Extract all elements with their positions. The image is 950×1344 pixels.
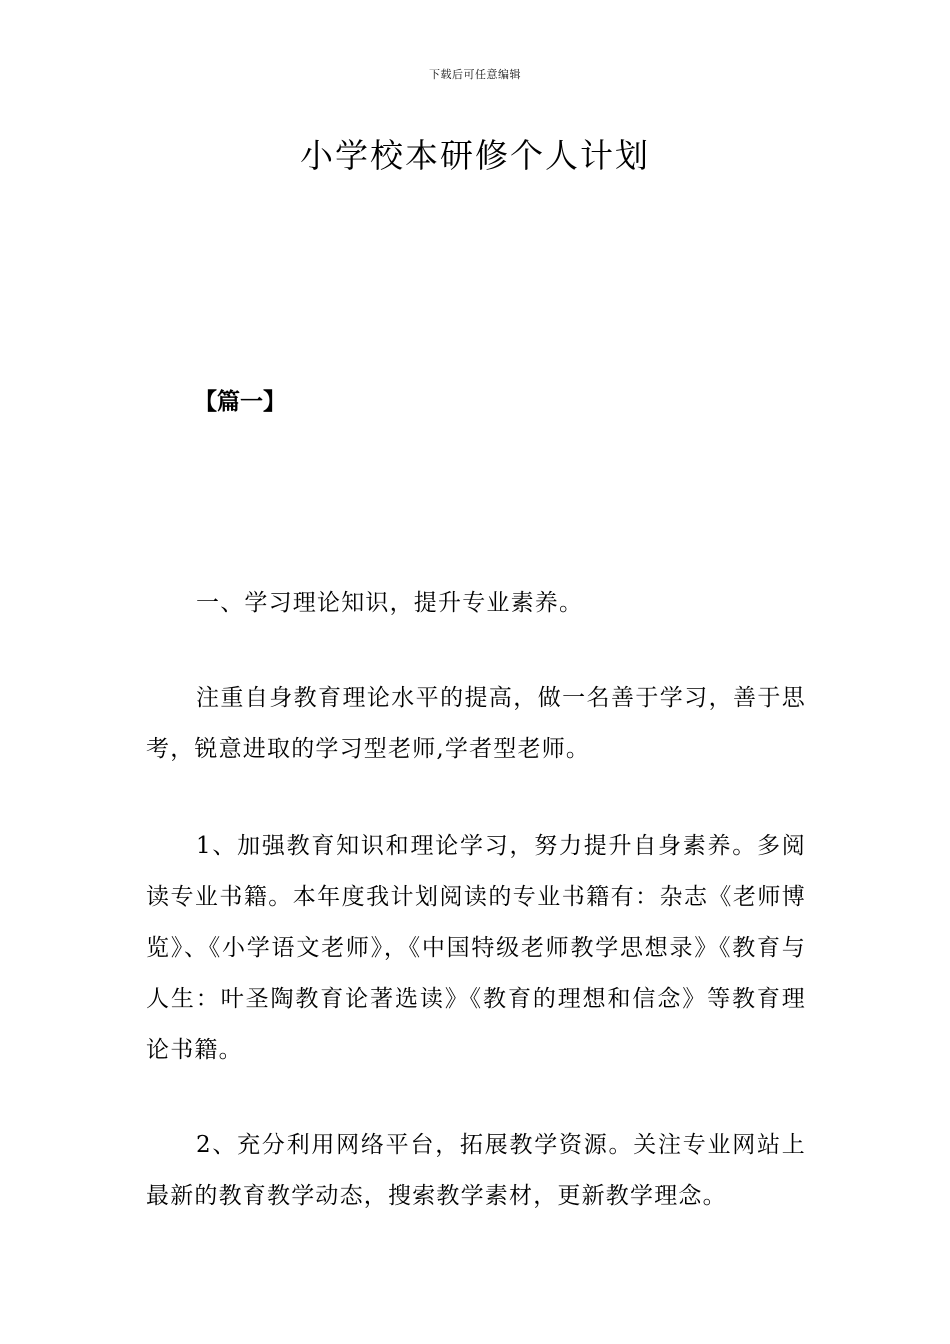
document-title: 小学校本研修个人计划 xyxy=(300,136,650,175)
paragraph-intro: 注重自身教育理论水平的提高，做一名善于学习，善于思考，锐意进取的学习型老师,学者型老师。 xyxy=(146,685,806,762)
paragraph-heading-one: 一、学习理论知识，提升专业素养。 xyxy=(196,590,584,616)
paragraph-item-2: 2、充分利用网络平台，拓展教学资源。关注专业网站上最新的教育教学动态，搜索教学素材，更新教学理念。 xyxy=(146,1132,806,1209)
section-heading: 【篇一】 xyxy=(194,389,286,415)
paragraph-item-1: 1、加强教育知识和理论学习，努力提升自身素养。多阅读专业书籍。本年度我计划阅读的专业书籍有：杂志《老师博览》、《小学语文老师》，《中国特级老师教学思想录》《教育与人生：叶圣陶教育论著选读》《教育的理想和信念》等教育理论书籍。 xyxy=(146,833,806,1063)
header-note: 下载后可任意编辑 xyxy=(429,68,521,81)
